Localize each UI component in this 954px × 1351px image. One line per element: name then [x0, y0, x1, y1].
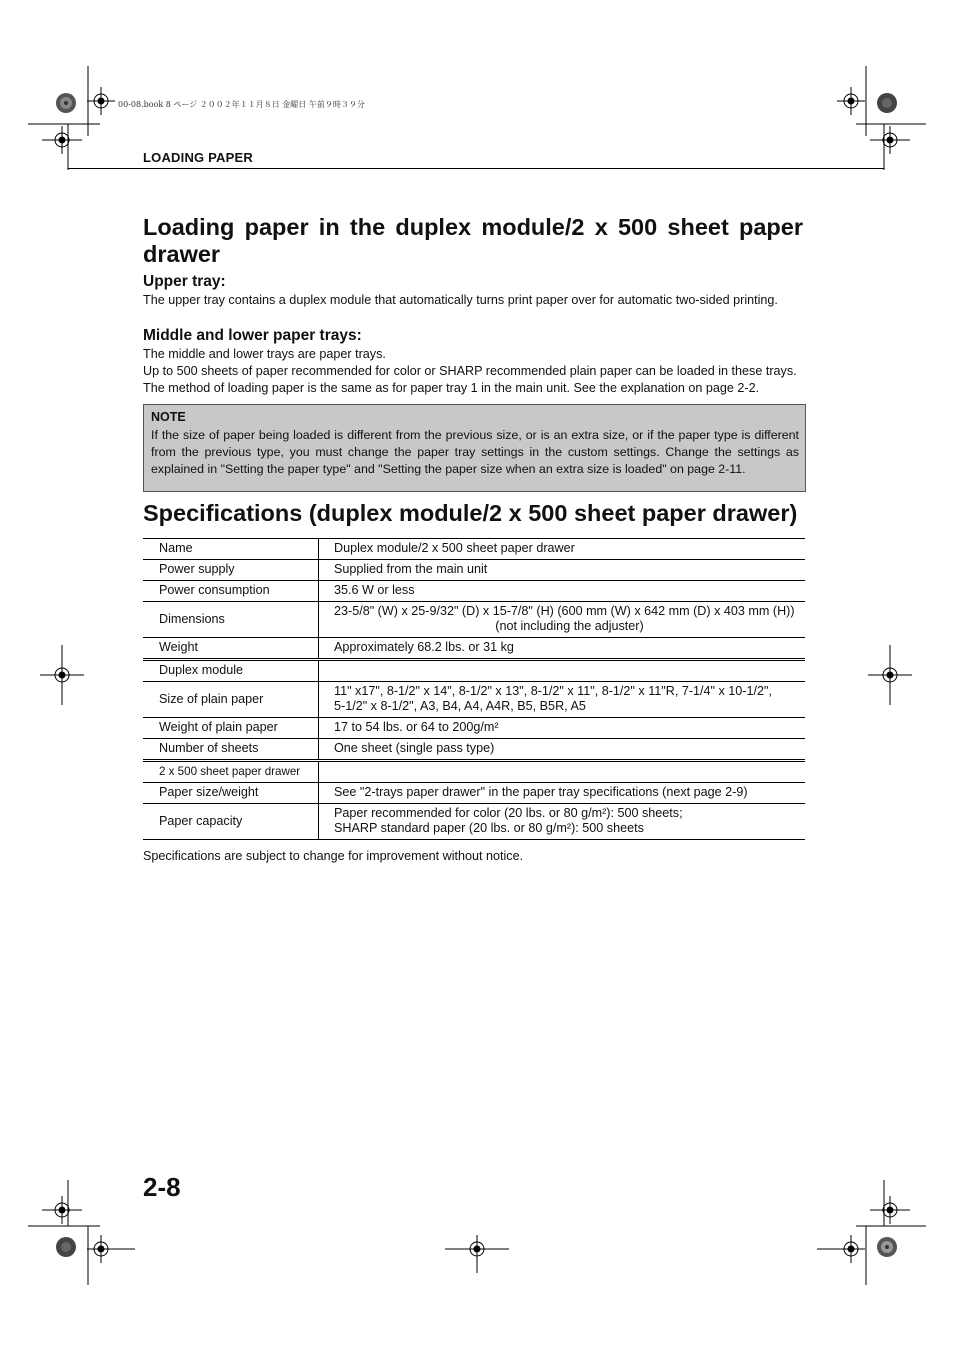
spec-label: Paper capacity: [143, 804, 319, 840]
spec-value: Approximately 68.2 lbs. or 31 kg: [319, 638, 806, 660]
spec-label: Paper size/weight: [143, 783, 319, 804]
note-box: [143, 404, 806, 492]
spec-value: One sheet (single pass type): [319, 739, 806, 761]
upper-tray-heading: Upper tray:: [143, 273, 226, 290]
table-row: [143, 682, 805, 718]
middle-lower-text-1: The middle and lower trays are paper trays.: [143, 347, 386, 361]
table-row: [143, 602, 805, 638]
table-group-row: [143, 660, 805, 682]
spec-value-line: 23-5/8" (W) x 25-9/32" (D) x 15-7/8" (H) (600 mm (W) x 642 mm (D) x 403 mm (H)): [334, 604, 795, 618]
section-header: LOADING PAPER: [143, 150, 253, 165]
spec-label: Name: [143, 539, 319, 560]
spec-value: Duplex module/2 x 500 sheet paper drawer: [319, 539, 806, 560]
spec-value-line: SHARP standard paper (20 lbs. or 80 g/m²): 500 sheets: [334, 821, 644, 835]
table-row: [143, 638, 805, 660]
spec-label: Dimensions: [143, 602, 319, 638]
middle-lower-text-3: The method of loading paper is the same as for paper tray 1 in the main unit. See the explanation on page 2-2.: [143, 381, 760, 395]
header-rule: [68, 168, 884, 169]
table-group-row: [143, 761, 805, 783]
spec-group-label: Duplex module: [143, 660, 319, 682]
page-title-line1: Loading paper in the duplex module/2 x 500 sheet paper: [143, 214, 803, 240]
print-info: 00-08.book 8 ページ ２００２年１１月８日 金曜日 午前９時３９分: [118, 100, 365, 109]
spec-value: [319, 682, 806, 718]
upper-tray-text: The upper tray contains a duplex module that automatically turns print paper over for automatic two-sided printing.: [143, 293, 778, 307]
middle-lower-text-2: Up to 500 sheets of paper recommended for color or SHARP recommended plain paper can be loaded in these trays.: [143, 364, 797, 378]
spec-label: Weight: [143, 638, 319, 660]
spec-value: 17 to 54 lbs. or 64 to 200g/m²: [319, 718, 806, 739]
spec-value: [319, 660, 806, 682]
table-row: [143, 560, 805, 581]
table-row: [143, 581, 805, 602]
spec-label: Weight of plain paper: [143, 718, 319, 739]
note-title: NOTE: [151, 410, 186, 424]
footnote: Specifications are subject to change for improvement without notice.: [143, 849, 524, 863]
table-row: [143, 739, 805, 761]
spec-value-line: (not including the adjuster): [495, 619, 644, 633]
table-row: [143, 718, 805, 739]
spec-value: 35.6 W or less: [319, 581, 806, 602]
spec-label: Power supply: [143, 560, 319, 581]
specs-heading: Specifications (duplex module/2 x 500 sheet paper drawer): [143, 500, 798, 526]
table-row: [143, 539, 805, 560]
spec-label: Number of sheets: [143, 739, 319, 761]
spec-value: [319, 804, 806, 840]
page-title-line2: drawer: [143, 241, 221, 267]
spec-value: See "2-trays paper drawer" in the paper tray specifications (next page 2-9): [319, 783, 806, 804]
spec-label: Size of plain paper: [143, 682, 319, 718]
specs-table: [143, 538, 805, 840]
spec-group-label: 2 x 500 sheet paper drawer: [143, 761, 319, 783]
middle-lower-heading: Middle and lower paper trays:: [143, 327, 362, 344]
spec-value: [319, 761, 806, 783]
spec-value: [319, 602, 806, 638]
spec-value-line: 11" x17", 8-1/2" x 14", 8-1/2" x 13", 8-1/2" x 11", 8-1/2" x 11"R, 7-1/4" x 10-1/2",: [334, 684, 772, 698]
page-number: 2-8: [143, 1172, 181, 1202]
note-text: If the size of paper being loaded is different from the previous size, or is an extra size, or if the paper type is different from the previous type, you must change the paper tray settings in the custom settings. Change the settings as explained in "Setting the paper type" and "Setting the paper size when an extra size is loaded" on page 2-11.: [151, 428, 799, 476]
spec-value: Supplied from the main unit: [319, 560, 806, 581]
spec-label: Power consumption: [143, 581, 319, 602]
spec-value-line: Paper recommended for color (20 lbs. or 80 g/m²): 500 sheets;: [334, 806, 683, 820]
spec-value-line: 5-1/2" x 8-1/2", A3, B4, A4, A4R, B5, B5R, A5: [334, 699, 586, 713]
table-row: [143, 804, 805, 840]
table-row: [143, 783, 805, 804]
